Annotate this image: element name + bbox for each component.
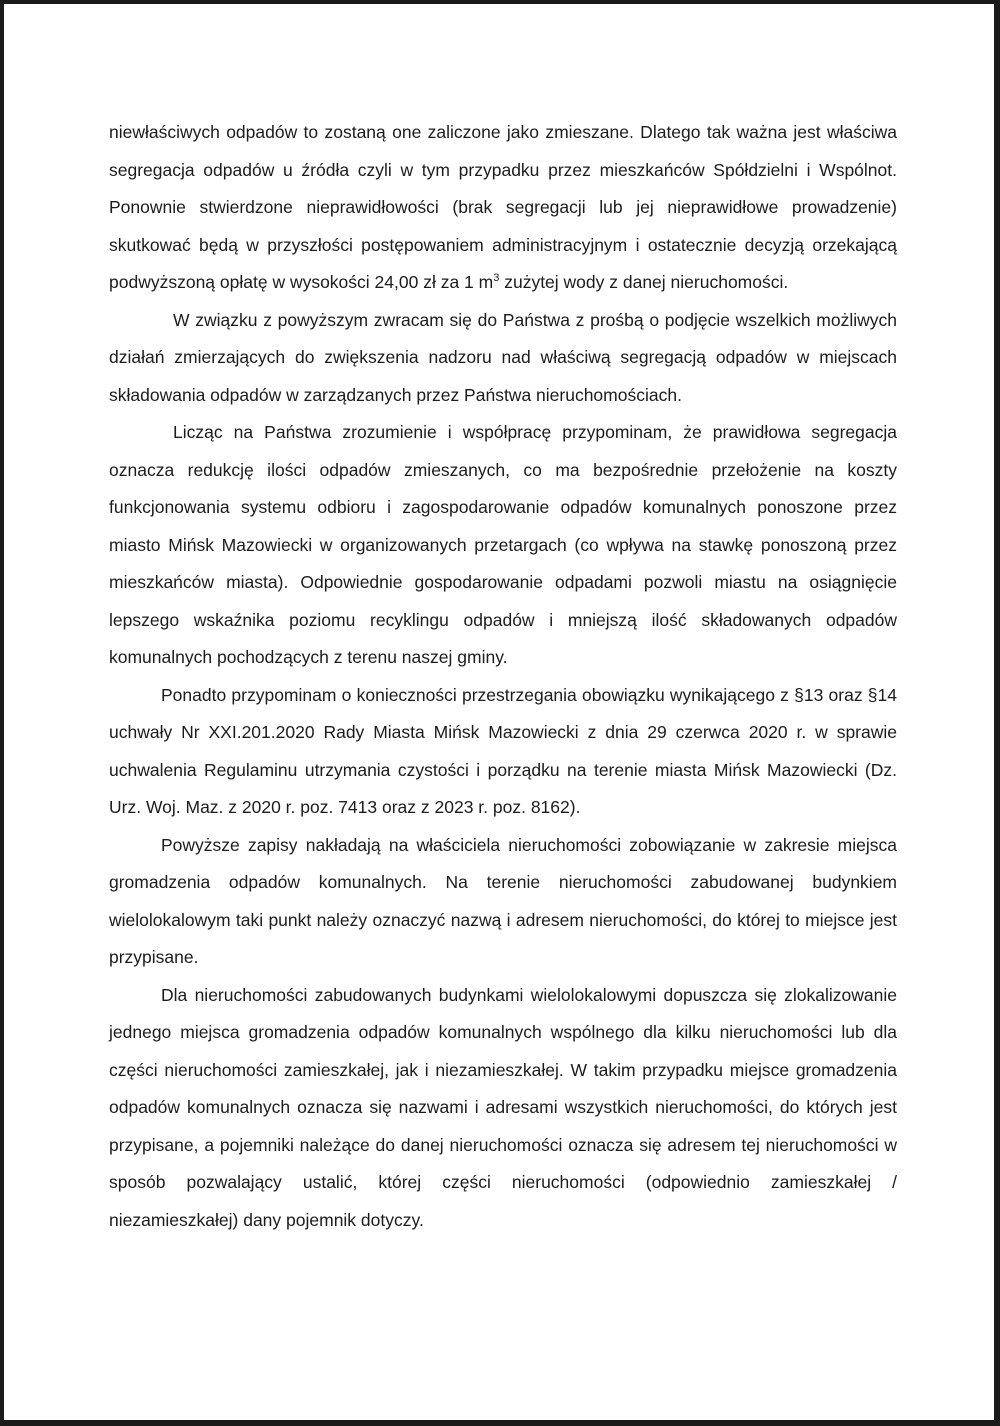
paragraph-1 bbox=[109, 114, 897, 302]
paragraph-6: Dla nieruchomości zabudowanych budynkami wielolokalowymi dopuszcza się zlokalizowanie jednego miejsca gromadzenia odpadów komunalnych wspólnego dla kilku nieruchomości lub dla części nieruchomości zamieszkałej, jak i niezamieszkałej. W takim przypadku miejsce gromadzenia odpadów komunalnych oznacza się nazwami i adresami wszystkich nieruchomości, do których jest przypisane, a pojemniki należące do danej nieruchomości oznacza się adresem tej nieruchomości w sposób pozwalający ustalić, której części nieruchomości (odpowiednio zamieszkałej / niezamieszkałej) dany pojemnik dotyczy. bbox=[109, 984, 897, 1230]
paragraph-3: Licząc na Państwa zrozumienie i współpracę przypominam, że prawidłowa segregacja oznacza redukcję ilości odpadów zmieszanych, co ma bezpośrednie przełożenie na koszty funkcjonowania systemu odbioru i zagospodarowanie odpadów komunalnych ponoszone przez miasto Mińsk Mazowiecki w organizowanych przetargach (co wpływa na stawkę ponoszoną przez mieszkańców miasta). Odpowiednie gospodarowanie odpadami pozwoli miastu na osiągnięcie lepszego wskaźnika poziomu recyklingu odpadów i mniejszą ilość składowanych odpadów komunalnych pochodzących z terenu naszej gminy. bbox=[109, 422, 897, 667]
paragraph-4: Ponadto przypominam o konieczności przestrzegania obowiązku wynikającego z §13 oraz §14 uchwały Nr XXI.201.2020 Rady Miasta Mińsk Mazowiecki z dnia 29 czerwca 2020 r. w sprawie uchwalenia Regulaminu utrzymania czystości i porządku na terenie miasta Mińsk Mazowiecki (Dz. Urz. Woj. Maz. z 2020 r. poz. 7413 oraz z 2023 r. poz. 8162). bbox=[109, 684, 897, 817]
paragraph-5: Powyższe zapisy nakładają na właściciela nieruchomości zobowiązanie w zakresie miejsca gromadzenia odpadów komunalnych. Na terenie nieruchomości zabudowanej budynkiem wielolokalowym taki punkt należy oznaczyć nazwą i adresem nieruchomości, do której to miejsce jest przypisane. bbox=[109, 834, 897, 967]
paragraph-1-text-start: niewłaściwych odpadów to zostaną one zaliczone jako zmieszane. Dlatego tak ważna jest właściwa segregacja odpadów u źródła czyli w tym przypadku przez mieszkańców Spółdzielni i Wspólnot. Ponownie stwierdzone nieprawidłowości (brak segregacji lub jej nieprawidłowe prowadzenie) skutkować będą w przyszłości postępowaniem administracyjnym i ostatecznie decyzją orzekającą podwyższoną opłatę w wysokości 24,00 zł za 1 m bbox=[109, 122, 897, 292]
superscript-cubic: 3 bbox=[493, 272, 500, 284]
paragraph-1-text-end: zużytej wody z danej nieruchomości. bbox=[499, 272, 789, 292]
document-body bbox=[109, 114, 897, 1239]
paragraph-2: W związku z powyższym zwracam się do Państwa z prośbą o podjęcie wszelkich możliwych działań zmierzających do zwiększenia nadzoru nad właściwą segregacją odpadów w miejscach składowania odpadów w zarządzanych przez Państwa nieruchomościach. bbox=[109, 309, 897, 405]
